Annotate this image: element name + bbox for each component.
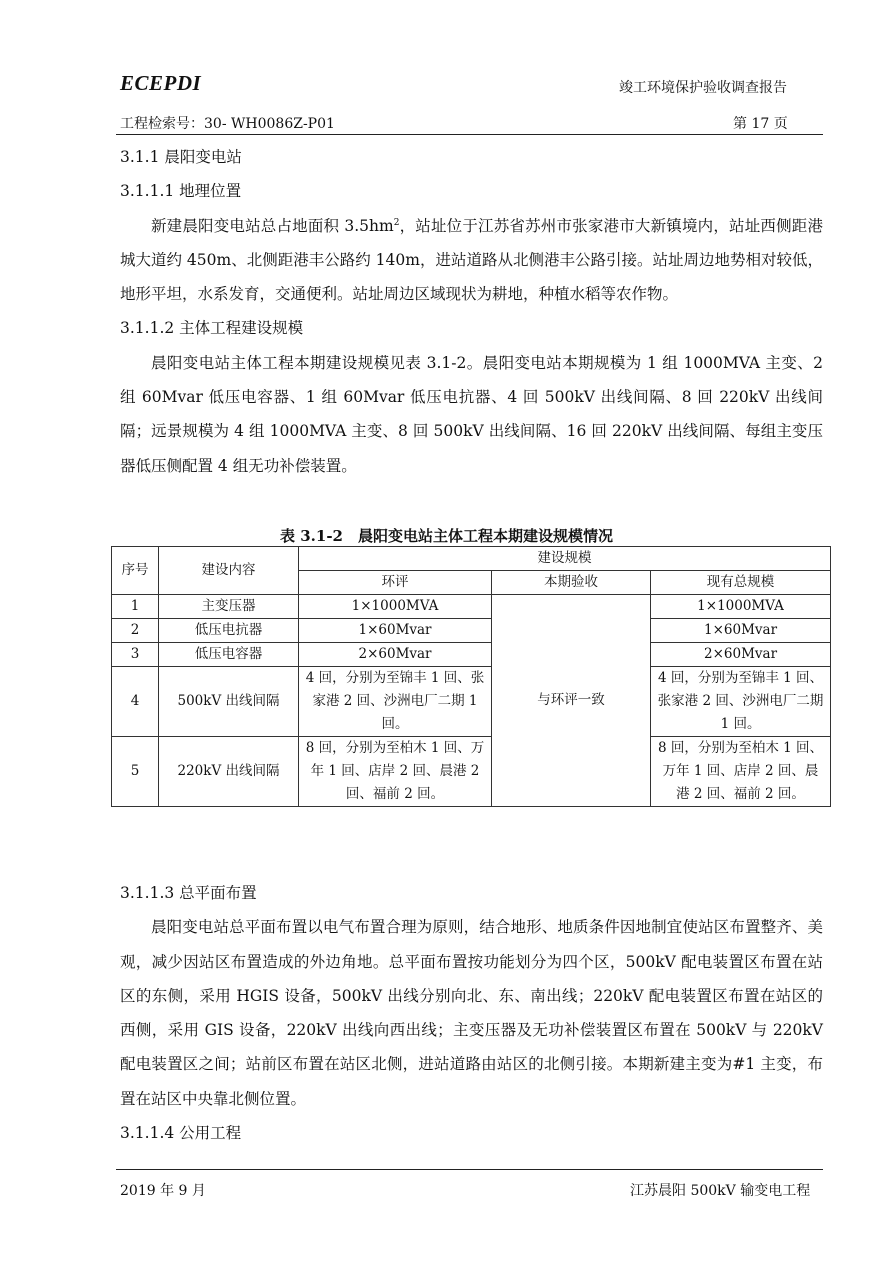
section-heading-3-1-1-4: 3.1.1.4 公用工程 <box>120 1124 242 1143</box>
table-row <box>112 619 831 643</box>
header-cell-current: 本期验收 <box>492 571 651 595</box>
cell-eia: 4 回，分别为至锦丰 1 回、张家港 2 回、沙洲电厂二期 1 回。 <box>299 667 492 737</box>
cell-content: 低压电容器 <box>159 643 299 667</box>
cell-total: 2×60Mvar <box>651 643 831 667</box>
cell-no: 5 <box>112 737 159 807</box>
cell-no: 3 <box>112 643 159 667</box>
cell-eia: 1×1000MVA <box>299 595 492 619</box>
footer-date: 2019 年 9 月 <box>120 1183 206 1199</box>
body-text-upper <box>120 140 823 483</box>
cell-total: 4 回，分别为至锦丰 1 回、张家港 2 回、沙洲电厂二期 1 回。 <box>651 667 831 737</box>
cell-current-merged: 与环评一致 <box>492 595 651 807</box>
body-text-lower <box>120 876 823 1150</box>
cell-no: 1 <box>112 595 159 619</box>
paragraph-construction-scale: 晨阳变电站主体工程本期建设规模见表 3.1-2。晨阳变电站本期规模为 1 组 1000MVA 主变、2 组 60Mvar 低压电容器、1 组 60Mvar 低压电抗器、4 回 500kV 出线间隔、8 回 220kV 出线间隔；远景规模为 4 组 1000MVA 主变、8 回 500kV 出线间隔、16 回 220kV 出线间隔、每组主变压器低压侧配置 4 组无功补偿装置。 <box>120 353 823 475</box>
section-heading-3-1-1-2: 3.1.1.2 主体工程建设规模 <box>120 319 304 338</box>
cell-eia: 8 回，分别为至柏木 1 回、万年 1 回、店岸 2 回、晨港 2 回、福前 2 回。 <box>299 737 492 807</box>
header-rule <box>116 134 823 135</box>
cell-content: 500kV 出线间隔 <box>159 667 299 737</box>
header-cell-eia: 环评 <box>299 571 492 595</box>
table-header-row <box>112 547 831 571</box>
header-cell-content: 建设内容 <box>159 547 299 595</box>
paragraph-general-layout: 晨阳变电站总平面布置以电气布置合理为原则，结合地形、地质条件因地制宜使站区布置整齐、美观，减少因站区布置造成的外边角地。总平面布置按功能划分为四个区，500kV 配电装置区布置在站区的东侧，采用 HGIS 设备，500kV 出线分别向北、东、南出线；220kV 配电装置区布置在站区的西侧，采用 GIS 设备，220kV 出线向西出线；主变压器及无功补偿装置区布置在 500kV 与 220kV 配电装置区之间；站前区布置在站区北侧，进站道路由站区的北侧引接。本期新建主变为#1 主变，布置在站区中央靠北侧位置。 <box>120 918 823 1108</box>
project-reference: 工程检索号：30- WH0086Z-P01 <box>120 116 335 132</box>
table-row <box>112 595 831 619</box>
cell-eia: 2×60Mvar <box>299 643 492 667</box>
area-unit-superscript: 2 <box>393 217 400 228</box>
footer-rule <box>116 1169 823 1170</box>
cell-content: 主变压器 <box>159 595 299 619</box>
section-heading-3-1-1-1: 3.1.1.1 地理位置 <box>120 182 242 201</box>
table-row <box>112 643 831 667</box>
cell-total: 8 回，分别为至柏木 1 回、万年 1 回、店岸 2 回、晨港 2 回、福前 2 回。 <box>651 737 831 807</box>
table-row <box>112 737 831 807</box>
report-title: 竣工环境保护验收调查报告 <box>619 80 787 96</box>
paragraph-geo-location <box>120 209 823 312</box>
footer-project-name: 江苏晨阳 500kV 输变电工程 <box>630 1183 811 1199</box>
paragraph-geo-location-a: 新建晨阳变电站总占地面积 3.5hm <box>151 216 394 235</box>
section-heading-3-1-1-3: 3.1.1.3 总平面布置 <box>120 884 257 902</box>
section-heading-3-1-1: 3.1.1 晨阳变电站 <box>120 148 242 166</box>
header-brand-logo: ECEPDI <box>120 71 202 95</box>
header-cell-scale: 建设规模 <box>299 547 831 571</box>
cell-no: 2 <box>112 619 159 643</box>
header-cell-no: 序号 <box>112 547 159 595</box>
cell-eia: 1×60Mvar <box>299 619 492 643</box>
page-number: 第 17 页 <box>733 116 788 132</box>
table-caption: 表 3.1-2 晨阳变电站主体工程本期建设规模情况 <box>280 527 613 545</box>
paragraph-geo-location-b: ，站址位于江苏省苏州市张家港市大新镇境内，站址西侧距港城大道约 450m、北侧距港丰公路约 140m，进站道路从北侧港丰公路引接。站址周边地势相对较低，地形平坦，水系发育，交通便利。站址周边区域现状为耕地，种植水稻等农作物。 <box>120 216 824 304</box>
cell-total: 1×60Mvar <box>651 619 831 643</box>
header-cell-total: 现有总规模 <box>651 571 831 595</box>
construction-scale-table <box>111 546 831 807</box>
table-row <box>112 667 831 737</box>
cell-content: 低压电抗器 <box>159 619 299 643</box>
cell-total: 1×1000MVA <box>651 595 831 619</box>
cell-content: 220kV 出线间隔 <box>159 737 299 807</box>
cell-no: 4 <box>112 667 159 737</box>
